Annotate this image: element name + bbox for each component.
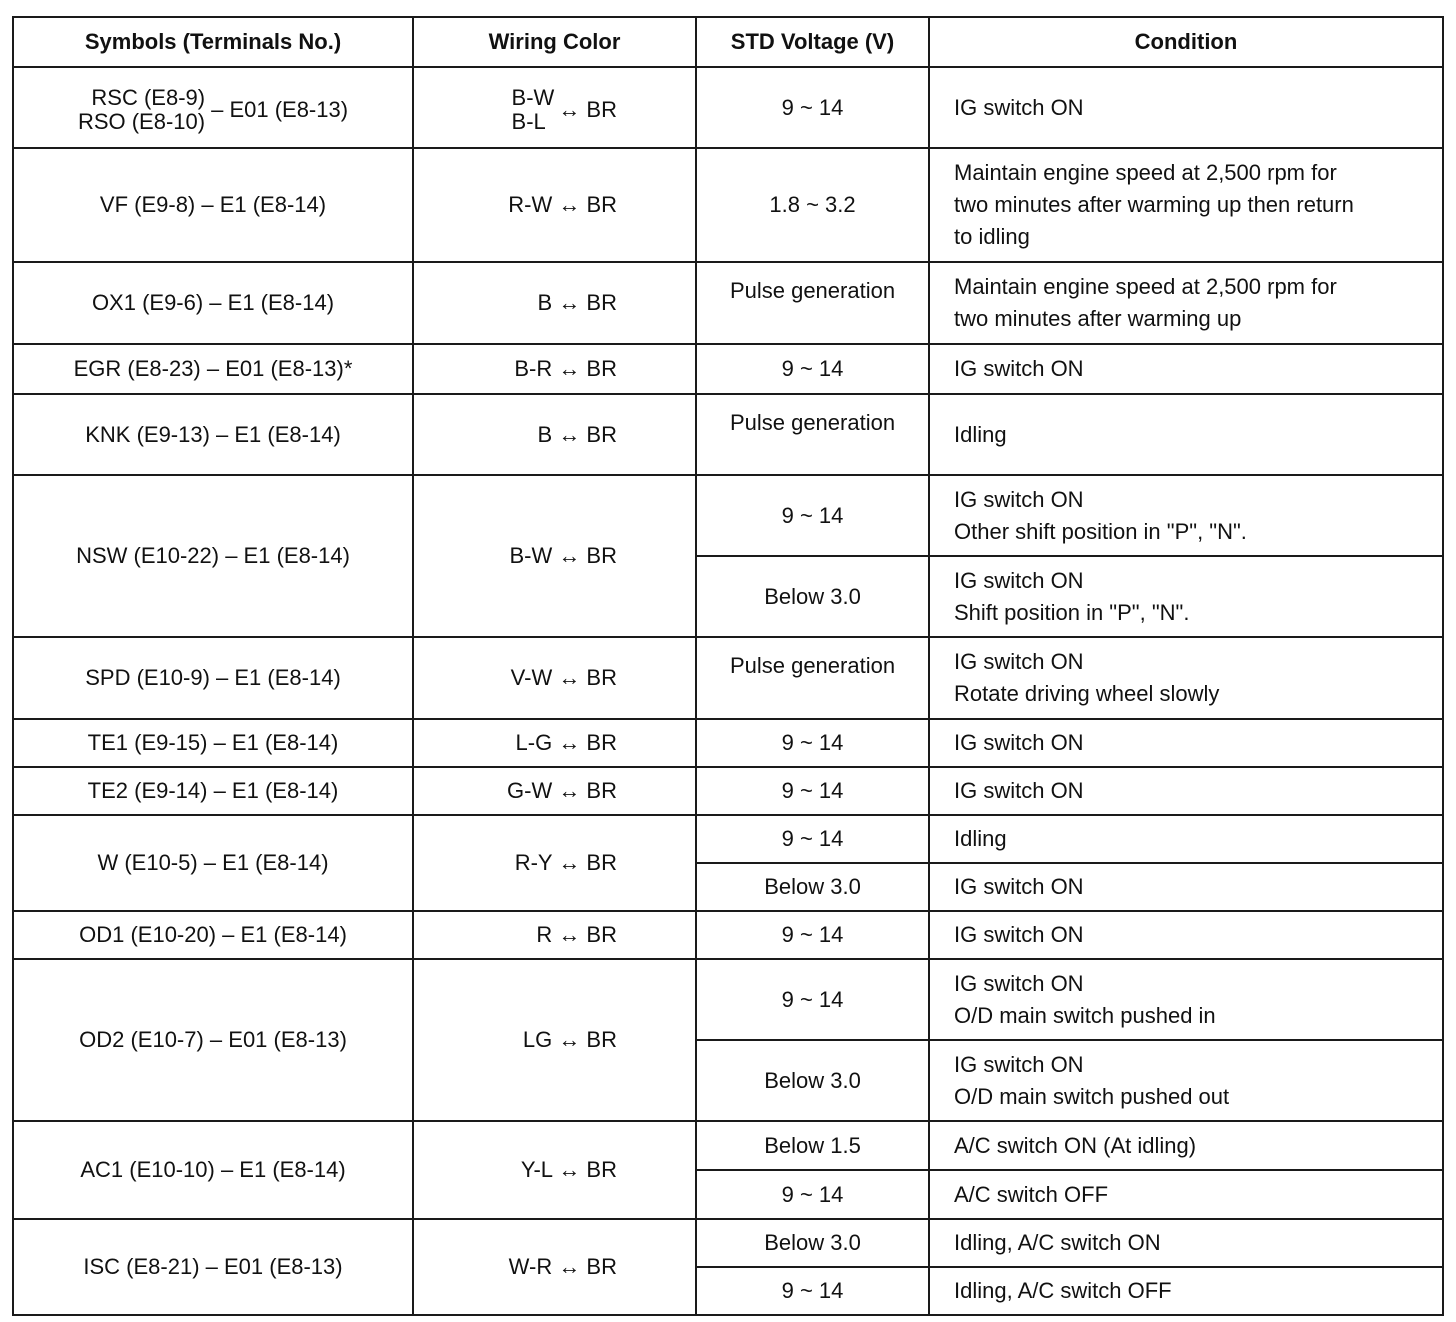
table-row [13, 475, 1443, 556]
voltage-cell: Below 3.0 [696, 1219, 929, 1267]
condition-cell [929, 475, 1443, 556]
condition-cell [929, 959, 1443, 1040]
condition-cell [929, 1040, 1443, 1121]
condition-line: IG switch ON [954, 567, 1084, 593]
condition-cell: IG switch ON [929, 911, 1443, 959]
symbol-cell: AC1 (E10-10) – E1 (E8-14) [13, 1121, 413, 1219]
symbol-cell: OD1 (E10-20) – E1 (E8-14) [13, 911, 413, 959]
wiring-cell: B ↔ BR [413, 394, 696, 475]
wiring-cell: R-Y ↔ BR [413, 815, 696, 911]
condition-line: O/D main switch pushed out [954, 1083, 1230, 1109]
condition-line: IG switch ON [954, 486, 1084, 512]
symbol-cell: EGR (E8-23) – E01 (E8-13)* [13, 344, 413, 394]
voltage-cell: Below 3.0 [696, 556, 929, 637]
condition-cell: IG switch ON [929, 67, 1443, 148]
condition-line: two minutes after warming up then return [954, 192, 1354, 217]
table-row [13, 815, 1443, 863]
condition-cell: Idling, A/C switch OFF [929, 1267, 1443, 1315]
condition-line: to idling [954, 224, 1030, 249]
table-row [13, 262, 1443, 344]
condition-cell: A/C switch OFF [929, 1170, 1443, 1219]
condition-cell: Idling [929, 394, 1443, 475]
voltage-cell: 9 ~ 14 [696, 1170, 929, 1219]
symbol-rso: RSO (E8-10) [77, 108, 206, 134]
wire-bw: B-W [511, 84, 555, 110]
table-row [13, 148, 1443, 262]
condition-line: Maintain engine speed at 2,500 rpm for [954, 160, 1337, 185]
voltage-cell: Below 1.5 [696, 1121, 929, 1170]
condition-cell: Idling [929, 815, 1443, 863]
condition-line: Maintain engine speed at 2,500 rpm for [954, 274, 1337, 299]
condition-line: IG switch ON [954, 970, 1084, 996]
condition-cell: IG switch ON [929, 344, 1443, 394]
wiring-cell: V-W ↔ BR [413, 637, 696, 719]
voltage-cell: Pulse generation [696, 394, 929, 475]
voltage-cell: 9 ~ 14 [696, 815, 929, 863]
wiring-cell: W-R ↔ BR [413, 1219, 696, 1315]
condition-cell [929, 262, 1443, 344]
condition-line: IG switch ON [954, 649, 1084, 674]
voltage-cell: Below 3.0 [696, 863, 929, 911]
table-row [13, 719, 1443, 767]
wiring-cell: LG ↔ BR [413, 959, 696, 1121]
condition-cell: Idling, A/C switch ON [929, 1219, 1443, 1267]
condition-line: Shift position in "P", "N". [954, 599, 1190, 625]
header-symbols: Symbols (Terminals No.) [13, 17, 413, 67]
table-row [13, 1219, 1443, 1267]
wiring-cell [413, 67, 696, 148]
voltage-cell: 9 ~ 14 [696, 67, 929, 148]
header-condition: Condition [929, 17, 1443, 67]
wiring-cell: G-W ↔ BR [413, 767, 696, 815]
wiring-cell: R ↔ BR [413, 911, 696, 959]
condition-cell: A/C switch ON (At idling) [929, 1121, 1443, 1170]
voltage-cell: 9 ~ 14 [696, 344, 929, 394]
symbol-cell: TE2 (E9-14) – E1 (E8-14) [13, 767, 413, 815]
symbol-cell: OX1 (E9-6) – E1 (E8-14) [13, 262, 413, 344]
wiring-cell: Y-L ↔ BR [413, 1121, 696, 1219]
wiring-cell: B-W ↔ BR [413, 475, 696, 637]
table-row [13, 767, 1443, 815]
symbol-cell: VF (E9-8) – E1 (E8-14) [13, 148, 413, 262]
voltage-cell: Pulse generation [696, 262, 929, 344]
table-row [13, 911, 1443, 959]
table-row [13, 637, 1443, 719]
symbol-cell: W (E10-5) – E1 (E8-14) [13, 815, 413, 911]
condition-line: Rotate driving wheel slowly [954, 681, 1220, 706]
table-row [13, 1121, 1443, 1170]
voltage-cell: 9 ~ 14 [696, 911, 929, 959]
condition-cell: IG switch ON [929, 863, 1443, 911]
wiring-cell: L-G ↔ BR [413, 719, 696, 767]
condition-line: O/D main switch pushed in [954, 1002, 1216, 1028]
condition-cell [929, 148, 1443, 262]
symbol-cell: ISC (E8-21) – E01 (E8-13) [13, 1219, 413, 1315]
voltage-cell: Pulse generation [696, 637, 929, 719]
header-wiring-color: Wiring Color [413, 17, 696, 67]
voltage-cell: 9 ~ 14 [696, 959, 929, 1040]
symbol-cell: TE1 (E9-15) – E1 (E8-14) [13, 719, 413, 767]
terminal-voltage-table [12, 16, 1444, 1316]
table-row [13, 959, 1443, 1040]
wire-tail: ↔ BR [558, 96, 617, 122]
condition-line: Other shift position in "P", "N". [954, 518, 1247, 544]
condition-line: IG switch ON [954, 1051, 1084, 1077]
voltage-cell: 9 ~ 14 [696, 767, 929, 815]
symbol-cell [13, 67, 413, 148]
table-row [13, 394, 1443, 475]
table-row [13, 344, 1443, 394]
wiring-cell: B-R ↔ BR [413, 344, 696, 394]
symbol-rsc: RSC (E8-9) [91, 84, 206, 110]
condition-cell [929, 556, 1443, 637]
wire-bl: B-L [511, 108, 546, 134]
symbol-cell: OD2 (E10-7) – E01 (E8-13) [13, 959, 413, 1121]
symbol-tail: – E01 (E8-13) [211, 96, 349, 122]
wiring-cell: B ↔ BR [413, 262, 696, 344]
symbol-cell: KNK (E9-13) – E1 (E8-14) [13, 394, 413, 475]
header-std-voltage: STD Voltage (V) [696, 17, 929, 67]
condition-line: two minutes after warming up [954, 306, 1242, 331]
wiring-cell: R-W ↔ BR [413, 148, 696, 262]
voltage-cell: 9 ~ 14 [696, 475, 929, 556]
condition-cell [929, 637, 1443, 719]
voltage-cell: 9 ~ 14 [696, 719, 929, 767]
header-row [13, 17, 1443, 67]
voltage-cell: 9 ~ 14 [696, 1267, 929, 1315]
symbol-cell: NSW (E10-22) – E1 (E8-14) [13, 475, 413, 637]
condition-cell: IG switch ON [929, 719, 1443, 767]
voltage-cell: 1.8 ~ 3.2 [696, 148, 929, 262]
voltage-cell: Below 3.0 [696, 1040, 929, 1121]
symbol-cell: SPD (E10-9) – E1 (E8-14) [13, 637, 413, 719]
table-row [13, 67, 1443, 148]
condition-cell: IG switch ON [929, 767, 1443, 815]
